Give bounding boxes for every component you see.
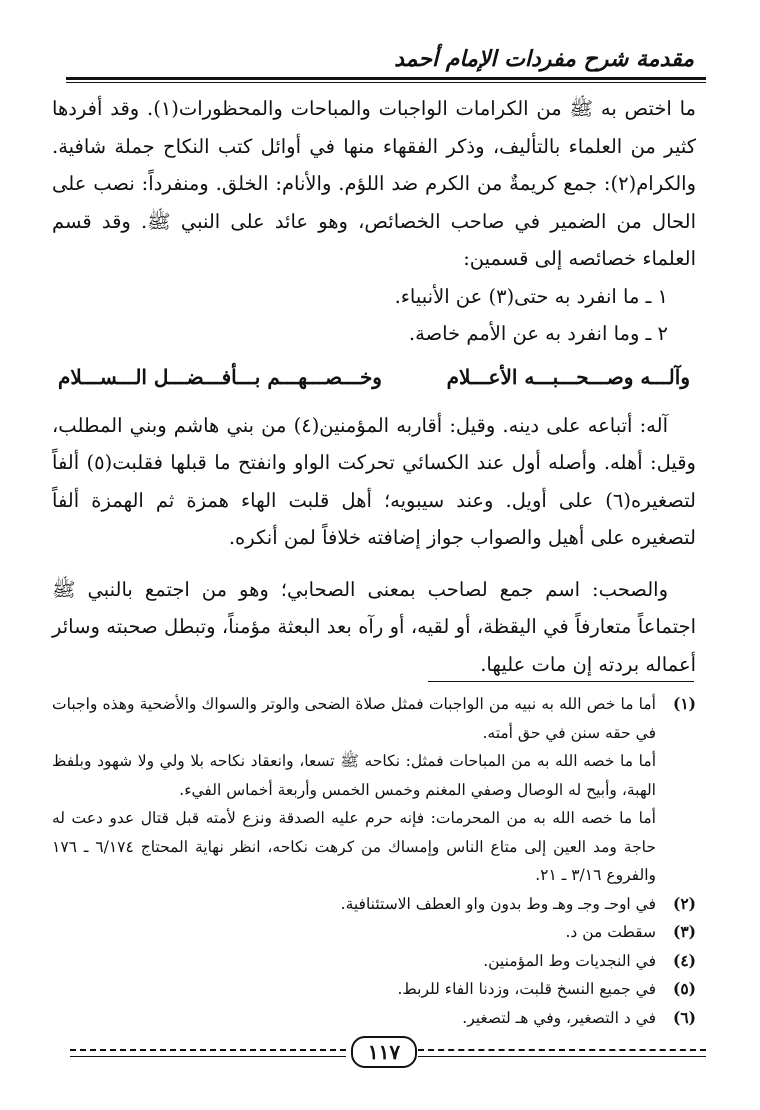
footnote-1 (52, 690, 696, 747)
footnote-number: (٣) (672, 922, 696, 941)
footnote-number: (٥) (672, 979, 696, 998)
list-item-1: ١ ـ ما انفرد به حتى(٣) عن الأنبياء. (394, 284, 668, 308)
paragraph-khasais: ما اختص به ﷺ من الكرامات الواجبات والمباحات والمحظورات(١). وقد أفردها كثير من العلماء بالتأليف، وذكر الفقهاء منها في أوائل كتب النكاح جملة شافية. والكرام(٢): جمع كريمةٌ من الكرم ضد اللؤم. والأنام: الخلق. ومنفرداً: نصب على الحال من الضمير في صاحب الخصائص، وهو عائد على النبي ﷺ. وقد قسم العلماء خصائصه إلى قسمين: (52, 97, 696, 270)
footnote-number: (١) (672, 694, 696, 713)
running-head-title: مقدمة شرح مفردات الإمام أحمد (394, 46, 694, 72)
header-rule-thin (66, 82, 706, 83)
footnote-text: في جميع النسخ قلبت، وزدنا الفاء للربط. (397, 980, 656, 998)
footnote-text: في د التصغير، وفي هـ لتصغير. (462, 1008, 656, 1027)
footnotes (52, 690, 696, 1032)
footer-dash-left (70, 1049, 346, 1051)
footnote-text: سقطت من د. (565, 923, 656, 941)
footnote-text: أما ما خص الله به نبيه من الواجبات فمثل صلاة الضحى والوتر والسواك والأضحية وهذه واجبات في حقه سنن في حق أمته. (52, 695, 656, 742)
paragraph-gap (52, 557, 696, 571)
page-number: ١١٧ (351, 1036, 417, 1068)
footnote-separator (428, 681, 694, 682)
list-item-2: ٢ ـ وما انفرد به عن الأمم خاصة. (408, 322, 668, 345)
footnote-2 (52, 890, 696, 919)
footnote-text: في اوحـ وجـ وهـ وط بدون واو العطف الاستئنافية. (340, 894, 656, 913)
page-footer (70, 1036, 706, 1066)
paragraph-sahb: والصحب: اسم جمع لصاحب بمعنى الصحابي؛ وهو من اجتمع بالنبي ﷺ اجتماعاً متعارفاً في اليقظة، أو لقيه، أو رآه بعد البعثة مؤمناً، وتبطل صحبته وسائر أعماله بردته إن مات عليها. (52, 577, 696, 676)
footnote-6 (52, 1004, 696, 1033)
verse-line (52, 355, 696, 399)
header-rule-thick (66, 77, 706, 80)
footnote-number: (٢) (672, 893, 696, 913)
verse-hemistich-right: وآلـــه وصـــحـــبـــه الأعـــلام (446, 364, 690, 389)
footnote-4 (52, 947, 696, 976)
footnote-text: في النجديات وط المؤمنين. (483, 951, 656, 970)
footnote-3 (52, 918, 696, 947)
footnote-5 (52, 975, 696, 1004)
footnote-1-continuation-muharramat: أما ما خصه الله به من المحرمات: فإنه حرم عليه الصدقة ونزع لأمته قبل قتال عدو دعت له حاجة ومد العين إلى متاع الناس وإمساك من كرهت نكاحه، انظر نهاية المحتاج ٦/١٧٤ ـ ١٧٦ والفروع ٣/١٦ ـ ٢١. (52, 809, 656, 884)
footer-rule-right (418, 1056, 706, 1057)
footnote-1-continuation-mubahat: أما ما خصه الله به من المباحات فمثل: نكاحه ﷺ تسعا، وانعقاد نكاحه بلا ولي ولا شهود وبلفظ الهبة، وأبيح له الوصال وصفي المغنم وخمس الخمس وأربعة أخماس الفيء. (52, 752, 656, 799)
footnote-number: (٦) (672, 1007, 696, 1027)
footer-dash-right (418, 1049, 706, 1051)
footnote-number: (٤) (672, 950, 696, 970)
paragraph-aal: آله: أتباعه على دينه. وقيل: أقاربه المؤمنين(٤) من بني هاشم وبني المطلب، وقيل: أهله. وأصله أول عند الكسائي تحركت الواو وانفتح ما قبلها فقلبت(٥) ألفاً لتصغيره(٦) على أويل. وعند سيبويه؛ أهل قلبت الهاء همزة ثم الهمزة ألفاً لتصغيره على أهيل والصواب جواز إضافته خلافاً لمن أنكره. (52, 413, 696, 549)
main-text (52, 90, 696, 683)
footer-rule-left (70, 1056, 346, 1057)
verse-hemistich-left: وخـــصـــهـــم بـــأفـــضـــل الـــســـلام (58, 364, 382, 389)
